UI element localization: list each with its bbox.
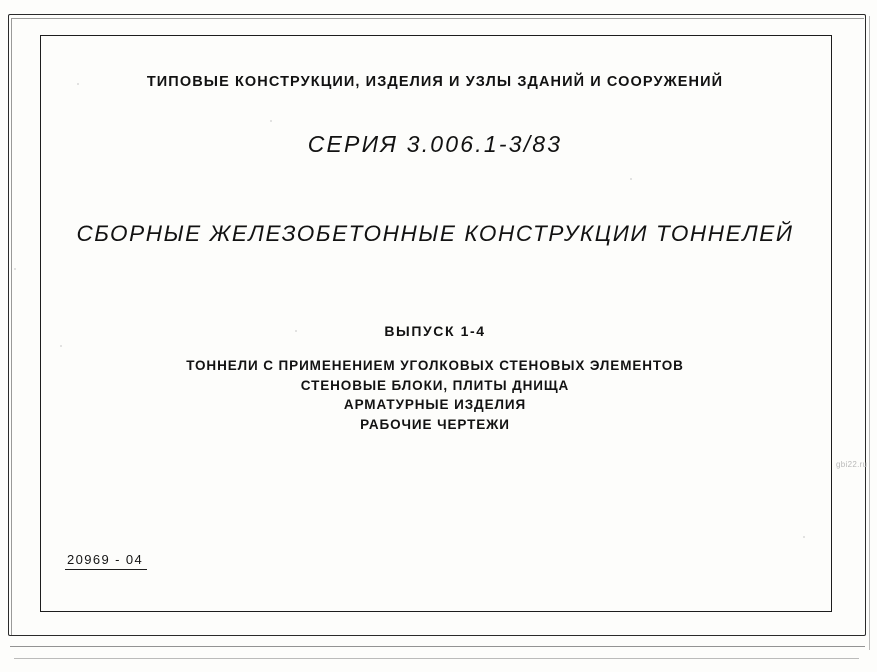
subtitle-line: ТОННЕЛИ С ПРИМЕНЕНИЕМ УГОЛКОВЫХ СТЕНОВЫХ ЭЛЕМЕНТОВ — [186, 358, 684, 373]
page-edge-bottom-secondary — [14, 658, 859, 659]
series-number: СЕРИЯ 3.006.1-3/83 — [307, 131, 563, 157]
document-code: 20969 - 04 — [65, 552, 147, 570]
scan-speck — [270, 120, 272, 122]
scan-speck — [295, 330, 297, 332]
page-edge-bottom — [10, 646, 865, 647]
scan-speck — [630, 178, 632, 180]
subtitle-line: РАБОЧИЕ ЧЕРТЕЖИ — [360, 416, 510, 432]
watermark-text: gbi22.ru — [836, 460, 868, 469]
scan-speck — [60, 345, 62, 347]
subtitle-line: АРМАТУРНЫЕ ИЗДЕЛИЯ — [343, 397, 527, 412]
issue-label: ВЫПУСК 1-4 — [384, 323, 486, 339]
subtitle-block — [40, 356, 830, 434]
subtitle-line: СТЕНОВЫЕ БЛОКИ, ПЛИТЫ ДНИЩА — [300, 377, 570, 393]
series-header: ТИПОВЫЕ КОНСТРУКЦИИ, ИЗДЕЛИЯ И УЗЛЫ ЗДАНИЙ И СООРУЖЕНИЙ — [146, 74, 724, 90]
scan-speck — [77, 83, 79, 85]
scan-speck — [14, 268, 16, 270]
page-title: СБОРНЫЕ ЖЕЛЕЗОБЕТОННЫЕ КОНСТРУКЦИИ ТОННЕЛЕЙ — [76, 221, 794, 246]
title-page-content — [40, 35, 830, 610]
scan-speck — [803, 536, 805, 538]
page-edge-right — [869, 16, 870, 650]
